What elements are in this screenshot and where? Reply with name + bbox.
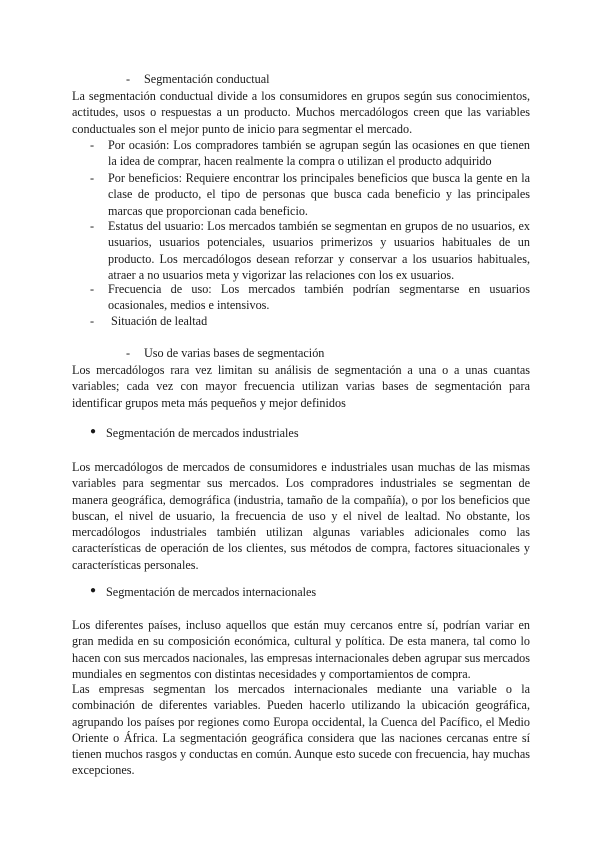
section-heading-multiple xyxy=(126,345,324,361)
heading-text: Uso de varias bases de segmentación xyxy=(144,346,325,360)
list-item-estatus xyxy=(90,218,530,283)
list-item-text: Por beneficios: Requiere encontrar los principales beneficios que busca la gente en la clase de producto, el tipo de personas que busca cada beneficio y las principales marcas que proporcionan cada beneficio. xyxy=(108,171,530,218)
dash-marker: - xyxy=(90,219,95,233)
list-item-text: Por ocasión: Los compradores también se agrupan según las ocasiones en que tienen la idea de comprar, hacen realmente la compra o utilizan el producto adquirido xyxy=(108,138,530,169)
dash-marker: - xyxy=(90,314,95,328)
paragraph-conductual-intro: La segmentación conductual divide a los consumidores en grupos según sus conocimientos, actitudes, usos o respuestas a un producto. Muchos mercadólogos creen que las variables conductuales son el mejor punto de inicio para segmentar el mercado. xyxy=(72,89,530,136)
dash-marker: - xyxy=(90,138,95,152)
list-item-text: Estatus del usuario: Los mercados también se segmentan en grupos de no usuarios, ex usuarios, usuarios potenciales, usuarios primerizos y usuarios habituales de un producto. Los mercadólogos desean reforzar y conservar a los usuarios habituales, atraer a no usuarios meta y vigorizar las relaciones con los ex usuarios. xyxy=(108,219,530,282)
list-item-frecuencia xyxy=(90,281,530,314)
paragraph-international-2: Las empresas segmentan los mercados internacionales mediante una variable o la combinación de diferentes variables. Pueden hacerlo utilizando la ubicación geográfica, agrupando los países por regiones como Europa occidental, la Cuenca del Pacífico, el Medio Oriente o África. La segmentación geográfica considera que las naciones cercanas entre sí tienen muchos rasgos y conductas en común. Aunque esto sucede con frecuencia, hay muchas excepciones. xyxy=(72,682,530,778)
dash-marker: - xyxy=(126,72,131,86)
paragraph-multiple: Los mercadólogos rara vez limitan su análisis de segmentación a una o a unas cuantas variables; cada vez con mayor frecuencia utilizan varias bases de segmentación para identificar grupos meta más pequeños y mejor definidos xyxy=(72,363,530,410)
paragraph-industrial: Los mercadólogos de mercados de consumidores e industriales usan muchas de las mismas variables para segmentar sus mercados. Los compradores industriales se segmentan de manera geográfica, demográfica (industria, tamaño de la compañía), o por los beneficios que buscan, el nivel de usuario, la frecuencia de uso y el nivel de lealtad. No obstante, los mercadólogos industriales también utilizan algunas variables adicionales como las características de operación de los clientes, sus métodos de compra, factores situacionales y características personales. xyxy=(72,460,530,572)
bullet-marker: ● xyxy=(90,426,97,437)
heading-text: Segmentación conductual xyxy=(144,72,270,86)
list-item-text: Frecuencia de uso: Los mercados también podrían segmentarse en usuarios ocasionales, medios e intensivos. xyxy=(108,282,530,313)
paragraph-international-1: Los diferentes países, incluso aquellos que están muy cercanos entre sí, podrían variar en gran medida en su composición económica, cultural y política. De esta manera, tal como lo hacen con sus mercados nacionales, las empresas internacionales deben agrupar sus mercados mundiales en segmentos con distintas necesidades y comportamientos de compra. xyxy=(72,618,530,681)
dash-marker: - xyxy=(126,346,131,360)
list-item-text: Situación de lealtad xyxy=(108,314,208,328)
list-item-ocasion xyxy=(90,137,530,170)
dash-marker: - xyxy=(90,171,95,185)
list-item-lealtad xyxy=(90,313,530,330)
section-heading-conductual xyxy=(126,71,270,87)
heading-text: Segmentación de mercados industriales xyxy=(106,426,299,440)
list-item-beneficios xyxy=(90,170,530,219)
heading-text: Segmentación de mercados internacionales xyxy=(106,585,317,599)
bullet-marker: ● xyxy=(90,585,97,596)
dash-marker: - xyxy=(90,282,95,296)
